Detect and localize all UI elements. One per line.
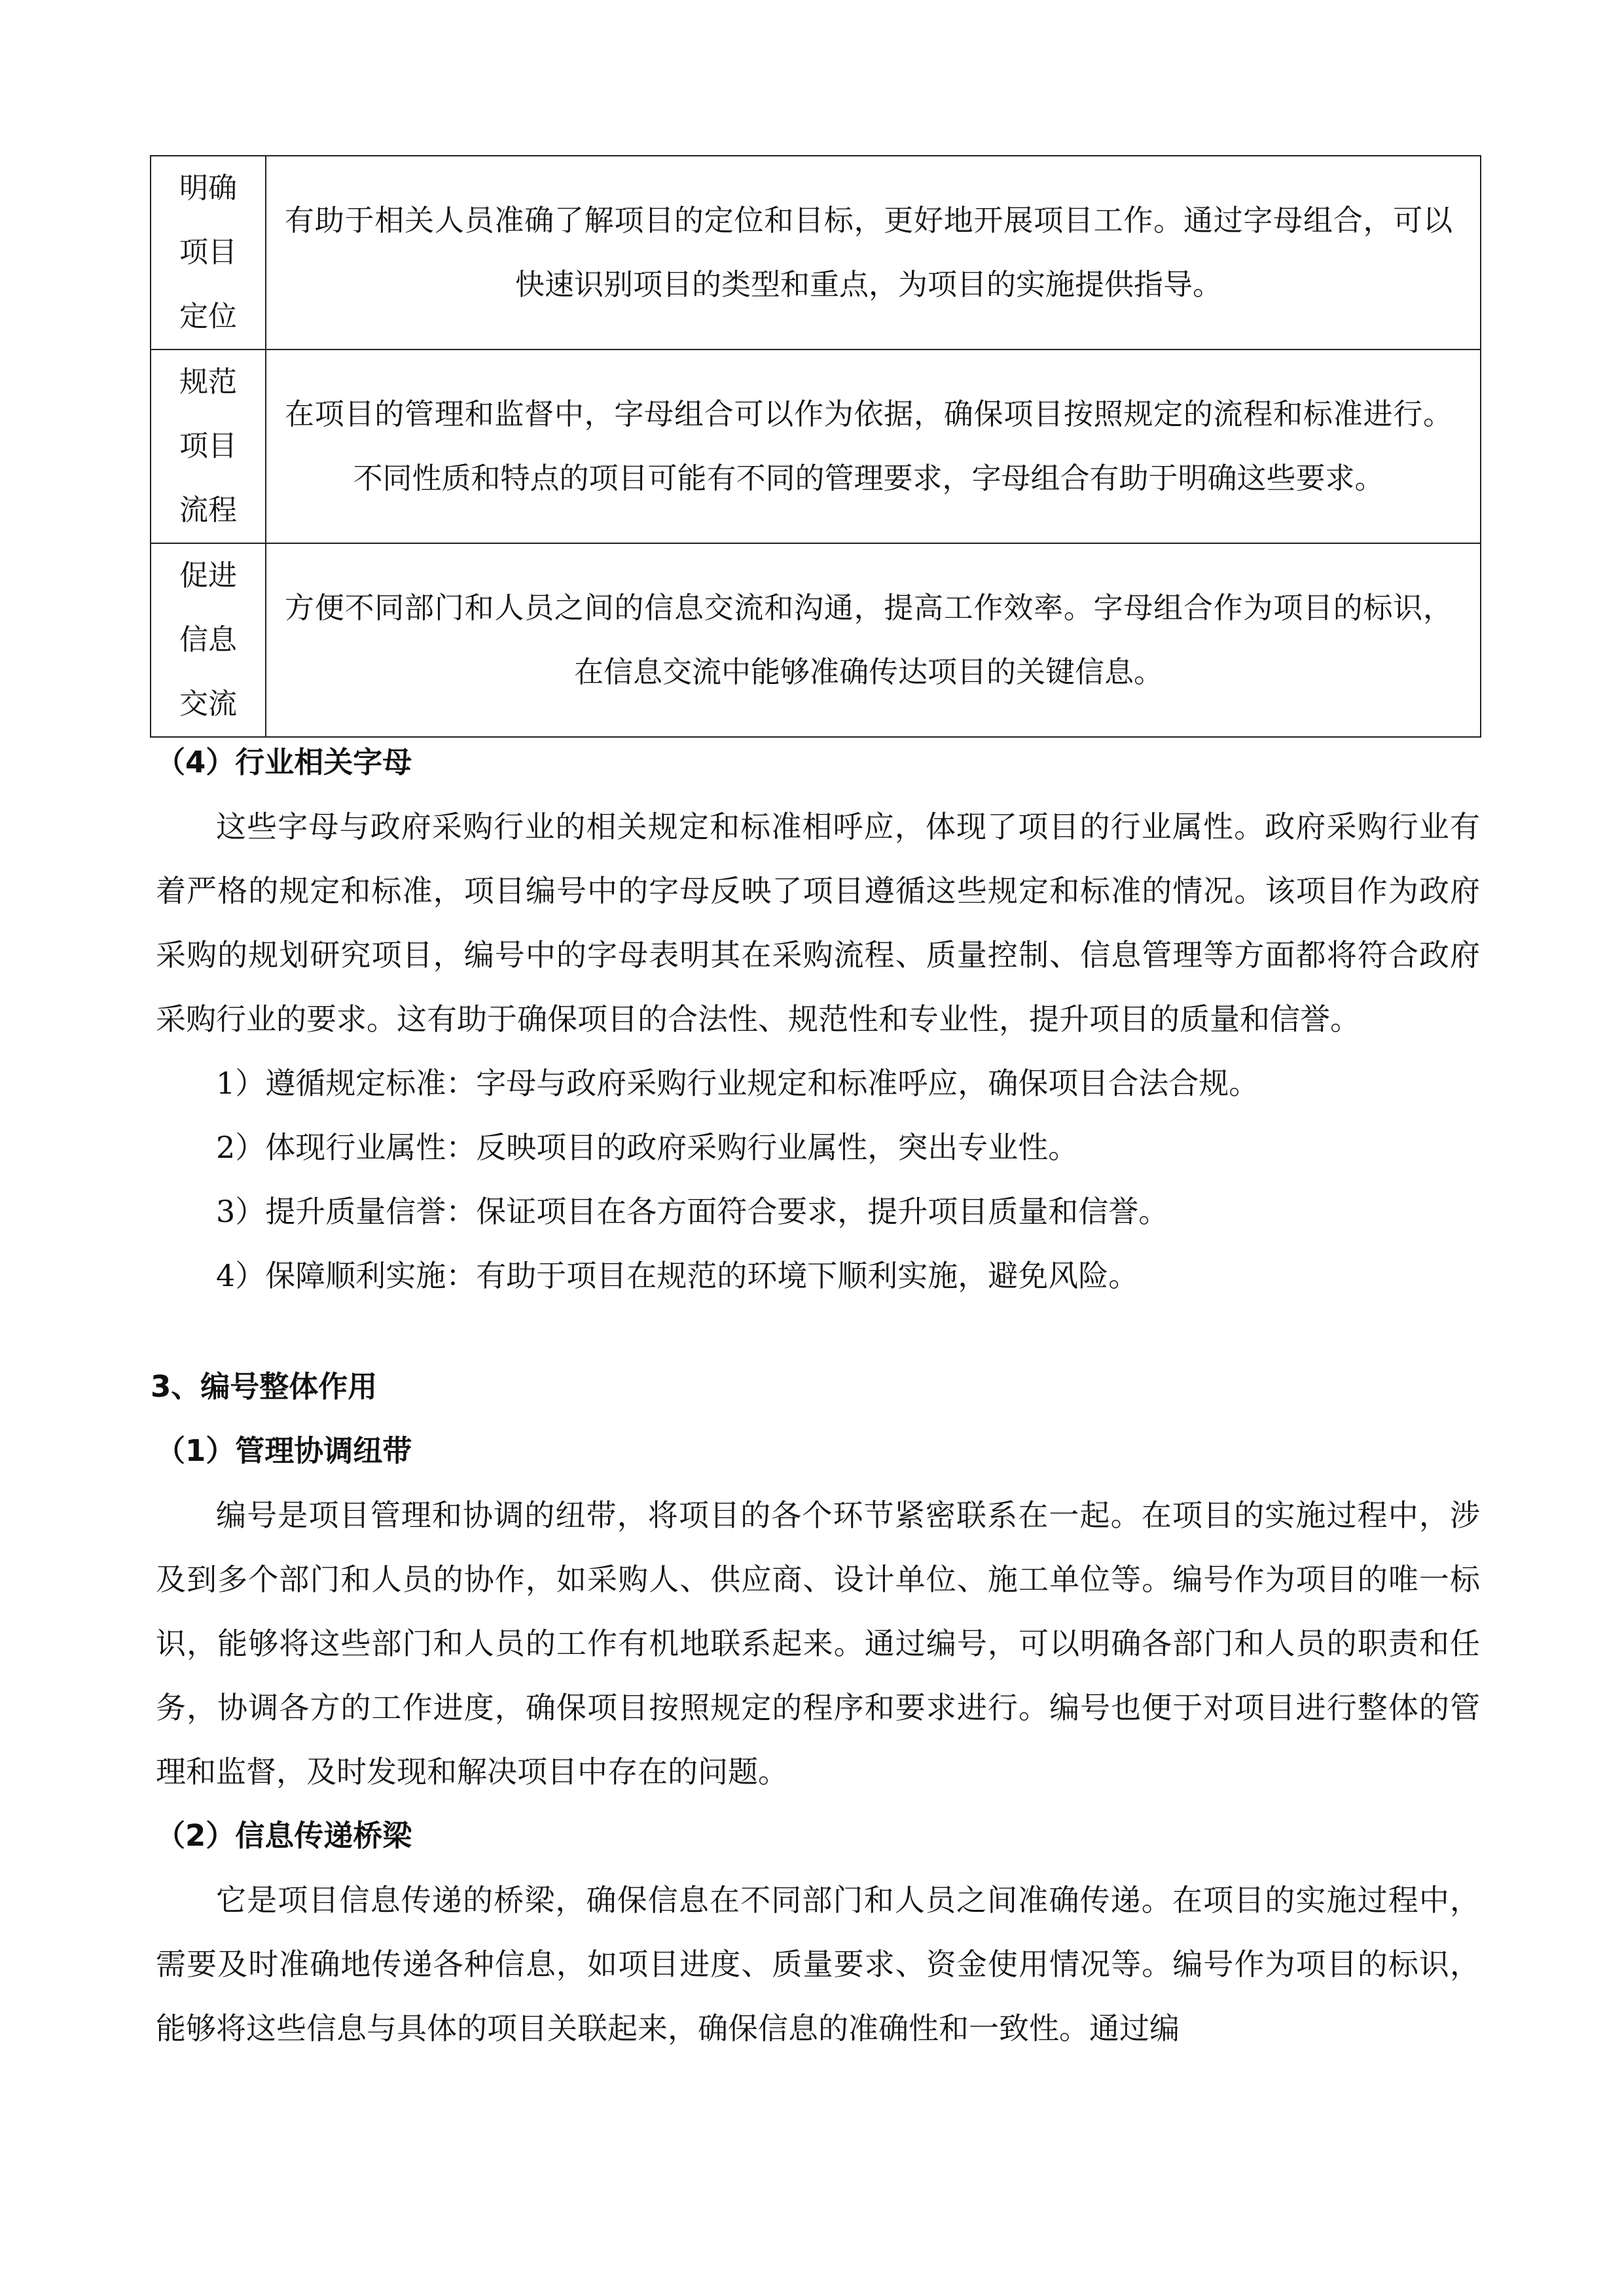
section-3 <box>151 1355 1480 2060</box>
row-cell <box>266 543 1481 737</box>
list-item: 2）体现行业属性：反映项目的政府采购行业属性，突出专业性。 <box>216 1130 1079 1165</box>
row-text: 在项目的管理和监督中，字母组合可以作为依据，确保项目按照规定的流程和标准进行。不同性质和特点的项目可能有不同的管理要求，字母组合有助于明确这些要求。 <box>285 397 1453 495</box>
row-label: 促进 信息 交流 <box>151 543 266 737</box>
list-item: 4）保障顺利实施：有助于项目在规范的环境下顺利实施，避免风险。 <box>216 1258 1139 1293</box>
list-item: 1）遵循规定标准：字母与政府采购行业规定和标准呼应，确保项目合法合规。 <box>216 1066 1259 1101</box>
table-row <box>151 156 1481 350</box>
section-3-heading: 3、编号整体作用 <box>151 1369 378 1404</box>
sub-1-heading: （1）管理协调纽带 <box>156 1433 412 1468</box>
table-row <box>151 543 1481 737</box>
row-cell <box>266 350 1481 543</box>
table-row <box>151 350 1481 543</box>
sub-2-paragraph: 它是项目信息传递的桥梁，确保信息在不同部门和人员之间准确传递。在项目的实施过程中，需要及时准确地传递各种信息，如项目进度、质量要求、资金使用情况等。编号作为项目的标识，能够将这些信息与具体的项目关联起来，确保信息的准确性和一致性。通过编 <box>156 1882 1480 2046</box>
row-label: 明确 项目 定位 <box>151 156 266 350</box>
row-cell <box>266 156 1481 350</box>
section-4-paragraph: 这些字母与政府采购行业的相关规定和标准相呼应，体现了项目的行业属性。政府采购行业有着严格的规定和标准，项目编号中的字母反映了项目遵循这些规定和标准的情况。该项目作为政府采购的规划研究项目，编号中的字母表明其在采购流程、质量控制、信息管理等方面都将符合政府采购行业的要求。这有助于确保项目的合法性、规范性和专业性，提升项目的质量和信誉。 <box>156 809 1480 1037</box>
section-4 <box>156 730 1480 1308</box>
list-item: 3）提升质量信誉：保证项目在各方面符合要求，提升项目质量和信誉。 <box>216 1194 1169 1229</box>
sub-1-paragraph: 编号是项目管理和协调的纽带，将项目的各个环节紧密联系在一起。在项目的实施过程中，涉及到多个部门和人员的协作，如采购人、供应商、设计单位、施工单位等。编号作为项目的唯一标识，能够将这些部门和人员的工作有机地联系起来。通过编号，可以明确各部门和人员的职责和任务，协调各方的工作进度，确保项目按照规定的程序和要求进行。编号也便于对项目进行整体的管理和监督，及时发现和解决项目中存在的问题。 <box>156 1498 1480 1789</box>
sub-2-heading: （2）信息传递桥梁 <box>156 1818 412 1853</box>
row-label: 规范 项目 流程 <box>151 350 266 543</box>
section-4-heading: （4）行业相关字母 <box>156 745 412 780</box>
purpose-table <box>150 155 1481 738</box>
row-text: 方便不同部门和人员之间的信息交流和沟通，提高工作效率。字母组合作为项目的标识，在信息交流中能够准确传达项目的关键信息。 <box>285 590 1453 689</box>
row-text: 有助于相关人员准确了解项目的定位和目标，更好地开展项目工作。通过字母组合，可以快速识别项目的类型和重点，为项目的实施提供指导。 <box>285 203 1453 302</box>
